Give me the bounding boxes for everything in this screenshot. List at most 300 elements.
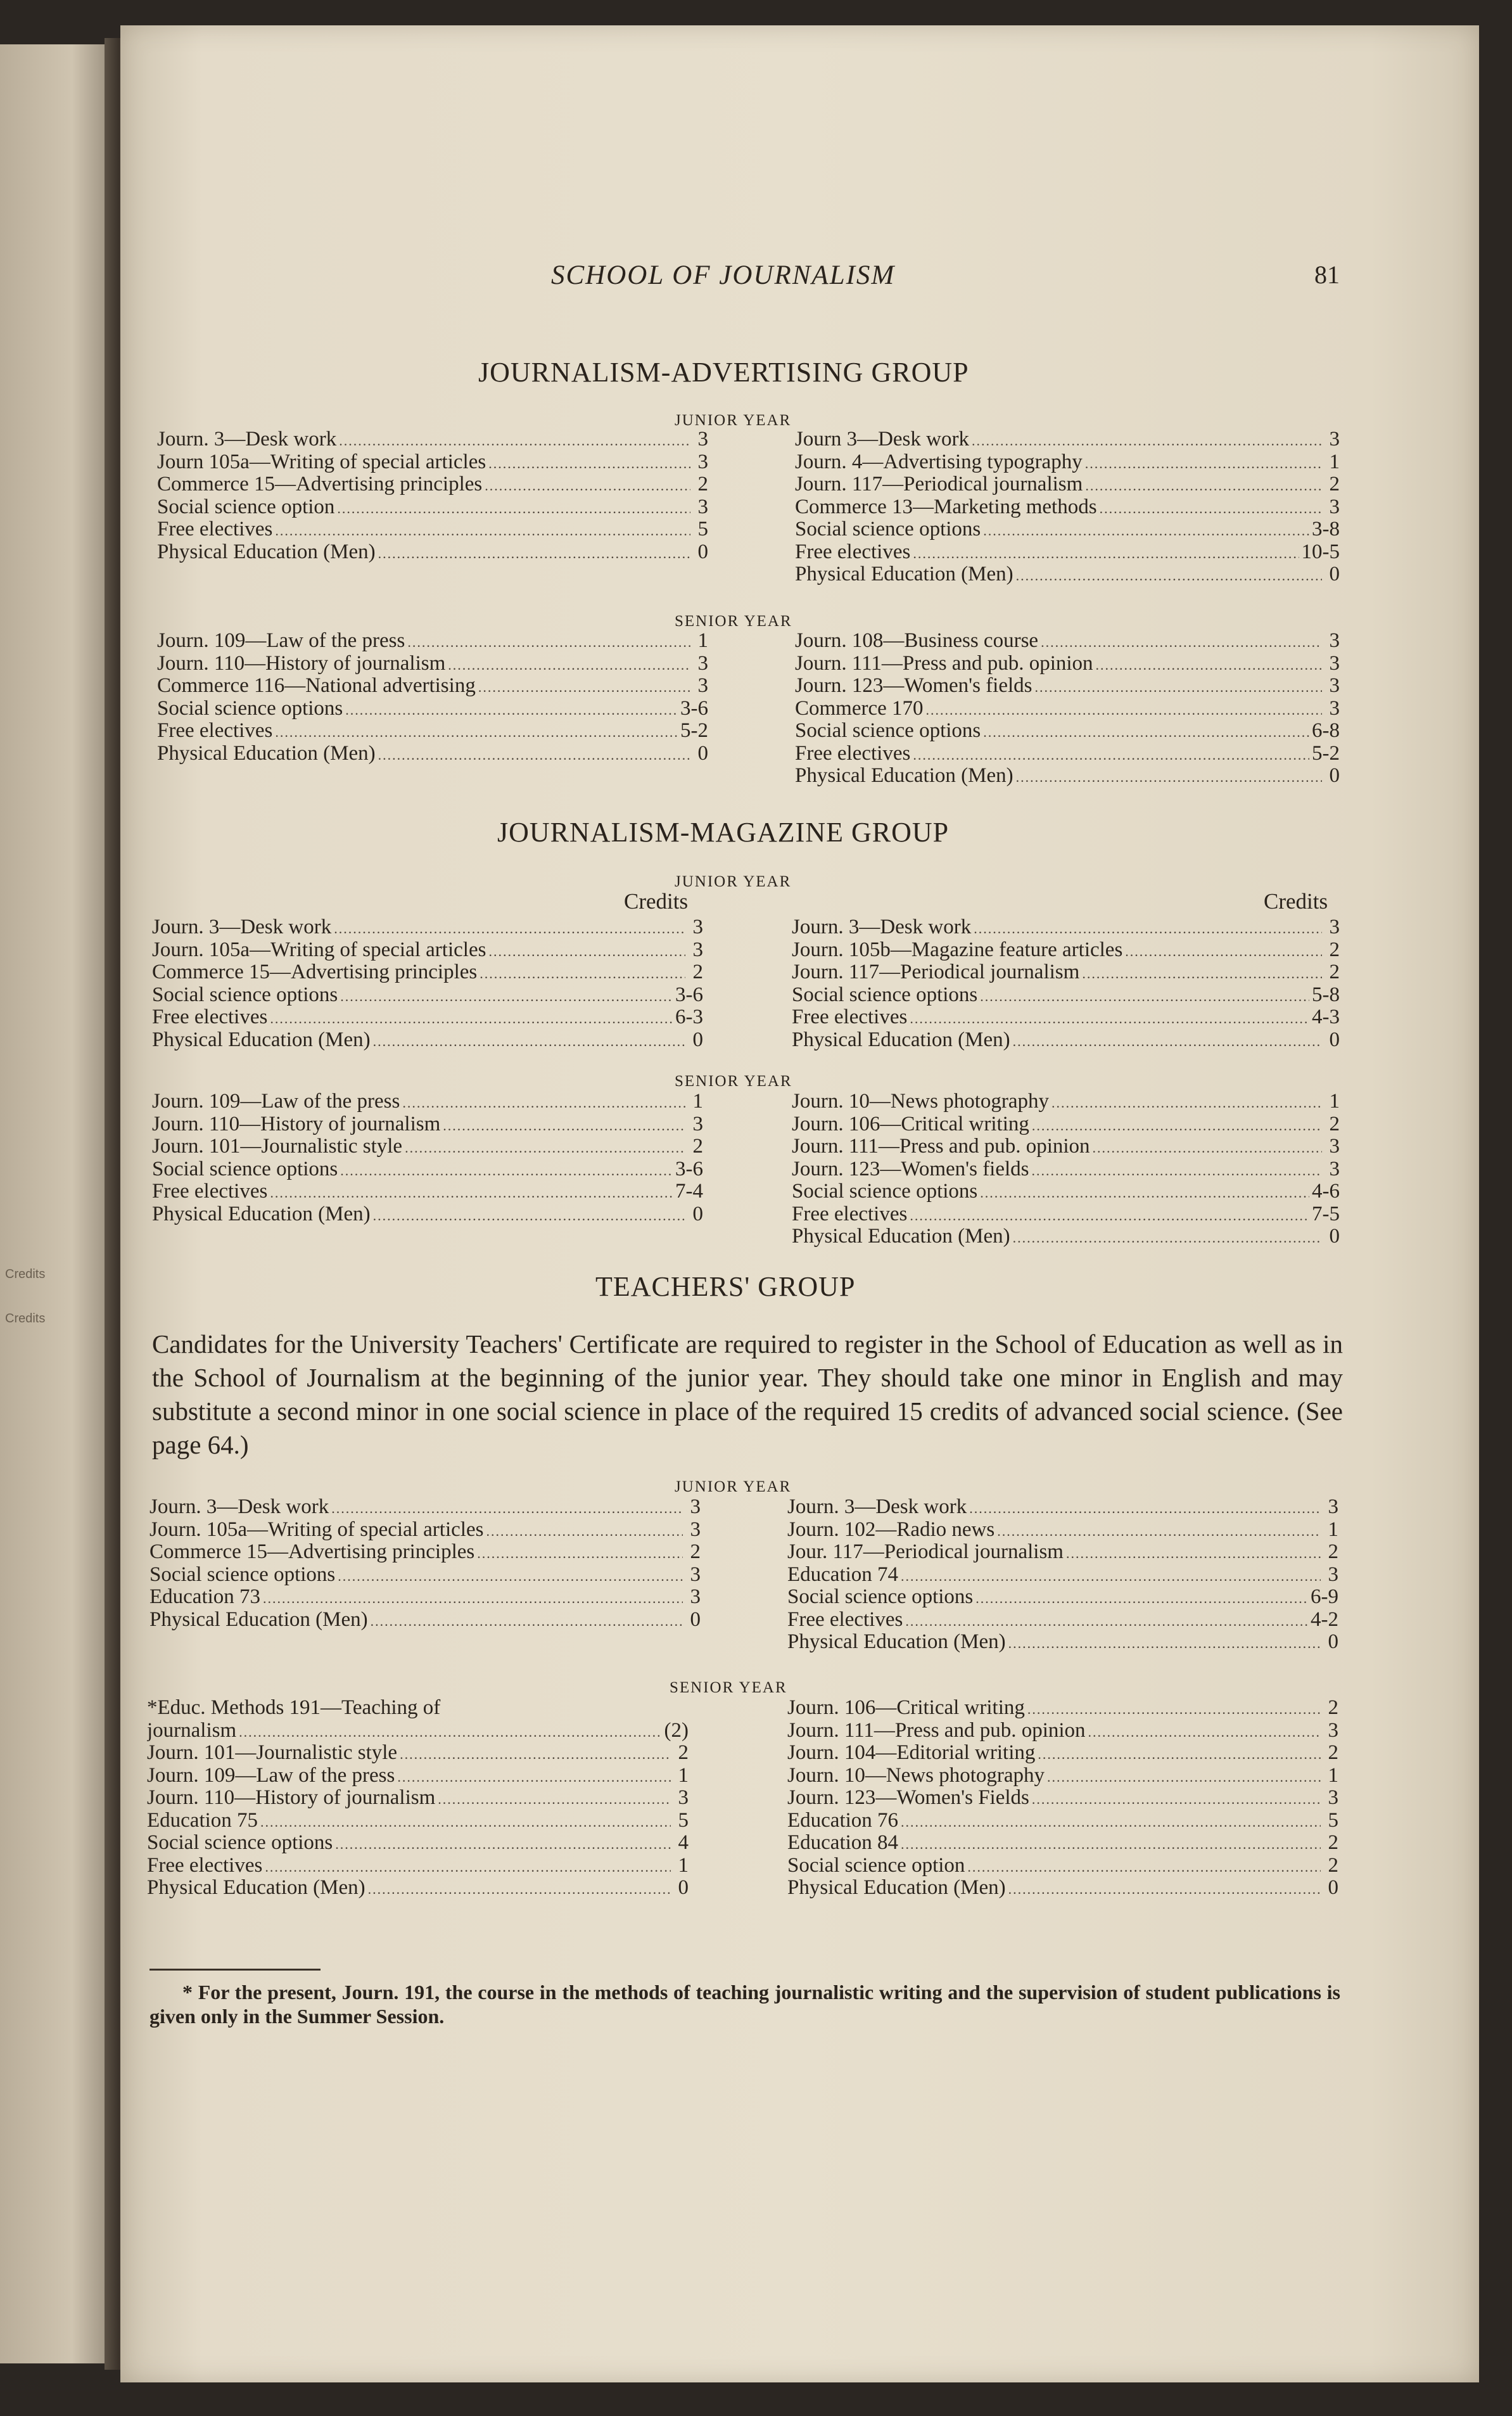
credit-value: 3 xyxy=(690,1585,701,1608)
course-row xyxy=(792,1006,1340,1028)
dot-leader xyxy=(373,1208,685,1224)
dot-leader xyxy=(1032,1118,1322,1134)
credit-value: 3 xyxy=(697,651,708,674)
dot-leader xyxy=(345,702,678,719)
course-row xyxy=(787,1563,1338,1586)
dot-leader xyxy=(997,1523,1321,1540)
course-name: Free electives xyxy=(147,1853,263,1876)
dot-leader xyxy=(270,1185,673,1201)
dot-leader xyxy=(901,1814,1321,1831)
course-name: Journ. 102—Radio news xyxy=(787,1518,995,1540)
credit-value: 5 xyxy=(697,518,708,540)
course-row xyxy=(792,938,1340,961)
course-name: Education 76 xyxy=(787,1808,899,1831)
credit-value: 5-2 xyxy=(1312,741,1340,764)
course-row xyxy=(792,1028,1340,1051)
credit-value: 5-2 xyxy=(680,719,708,742)
running-title: SCHOOL OF JOURNALISM xyxy=(551,260,896,290)
course-row xyxy=(149,1495,701,1518)
year-label: JUNIOR YEAR xyxy=(675,1478,792,1495)
dot-leader xyxy=(1047,1769,1321,1786)
footnote: * For the present, Journ. 191, the course in the methods of teaching journalistic writing and the supervision of student publications is given only in the Summer Session. xyxy=(149,1981,1340,2028)
dot-leader xyxy=(980,988,1309,1005)
course-name: Free electives xyxy=(795,741,911,764)
course-name: Journ 3—Desk work xyxy=(795,428,969,451)
course-row xyxy=(152,961,703,983)
dot-leader xyxy=(969,1500,1321,1517)
year-label: JUNIOR YEAR xyxy=(675,873,792,890)
course-name: Journ. 123—Women's fields xyxy=(792,1157,1029,1180)
credit-value: 3 xyxy=(1328,1563,1338,1585)
credit-value: 7-4 xyxy=(675,1180,703,1203)
course-name: Journ. 3—Desk work xyxy=(149,1495,329,1518)
course-row xyxy=(795,742,1340,765)
course-row xyxy=(147,1786,689,1809)
credit-value: 2 xyxy=(1329,938,1340,961)
course-row xyxy=(792,916,1340,938)
course-name: Social science option xyxy=(157,495,335,518)
course-name: Journ. 111—Press and pub. opinion xyxy=(792,1135,1090,1158)
dot-leader xyxy=(334,921,685,937)
course-row xyxy=(152,1006,703,1028)
dot-leader xyxy=(488,456,690,472)
course-name: *Educ. Methods 191—Teaching of xyxy=(147,1696,441,1719)
dot-leader xyxy=(339,433,690,449)
credit-value: 0 xyxy=(690,1607,701,1630)
course-row xyxy=(157,540,708,563)
dot-leader xyxy=(239,1724,661,1741)
course-row xyxy=(147,1719,689,1742)
dot-leader xyxy=(486,1523,683,1540)
credit-value: 3 xyxy=(1329,1135,1340,1158)
course-row xyxy=(157,428,708,451)
section-title: JOURNALISM-MAGAZINE GROUP xyxy=(497,817,950,848)
course-name: Education 75 xyxy=(147,1808,258,1831)
course-name: Social science options xyxy=(795,518,981,540)
dot-leader xyxy=(1008,1635,1321,1652)
credit-value: 6-3 xyxy=(675,1006,703,1028)
course-row xyxy=(149,1540,701,1563)
course-row xyxy=(152,1113,703,1135)
course-row xyxy=(157,495,708,518)
course-name: Social science options xyxy=(147,1831,333,1854)
year-label: SENIOR YEAR xyxy=(675,1073,792,1090)
credit-value: 3 xyxy=(1329,651,1340,674)
course-name: Social science options xyxy=(792,983,978,1006)
course-list xyxy=(157,629,708,764)
course-row xyxy=(157,629,708,652)
credit-value: 3 xyxy=(697,495,708,518)
course-row xyxy=(147,1741,689,1764)
course-row xyxy=(152,1090,703,1113)
credit-value: 3-8 xyxy=(1312,518,1340,540)
credit-value: 3-6 xyxy=(675,983,703,1006)
course-name: journalism xyxy=(147,1718,237,1741)
credit-value: 3-6 xyxy=(675,1157,703,1180)
dot-leader xyxy=(1008,1881,1321,1898)
dot-leader xyxy=(913,747,1309,764)
credit-value: 0 xyxy=(1329,1028,1340,1051)
course-row xyxy=(787,1876,1338,1899)
credit-value: 4 xyxy=(678,1831,689,1854)
course-name: Journ. 108—Business course xyxy=(795,629,1039,652)
credit-value: 3 xyxy=(1329,428,1340,451)
course-name: Journ. 109—Law of the press xyxy=(157,629,405,652)
credit-value: 2 xyxy=(1329,473,1340,495)
course-name: Journ. 105b—Magazine feature articles xyxy=(792,938,1123,961)
year-label: JUNIOR YEAR xyxy=(675,412,792,429)
course-name: Education 74 xyxy=(787,1563,899,1585)
course-row xyxy=(787,1518,1338,1541)
dot-leader xyxy=(1041,634,1322,651)
dot-leader xyxy=(331,1500,683,1517)
dot-leader xyxy=(1027,1701,1321,1718)
credit-value: 0 xyxy=(678,1876,689,1899)
course-name: Free electives xyxy=(157,518,273,540)
dot-leader xyxy=(901,1836,1321,1853)
course-row xyxy=(787,1809,1338,1832)
course-name: Free electives xyxy=(787,1607,903,1630)
dot-leader xyxy=(397,1769,671,1786)
dot-leader xyxy=(972,433,1322,449)
dot-leader xyxy=(1066,1545,1321,1562)
course-row xyxy=(792,1203,1340,1225)
course-row xyxy=(787,1719,1338,1742)
dot-leader xyxy=(983,724,1309,741)
course-name: Journ. 111—Press and pub. opinion xyxy=(795,651,1093,674)
course-name: Commerce 15—Advertising principles xyxy=(152,961,478,983)
course-name: Social science options xyxy=(157,696,343,719)
dot-leader xyxy=(1016,769,1322,786)
course-name: Journ. 110—History of journalism xyxy=(157,651,446,674)
course-row xyxy=(149,1608,701,1631)
dot-leader xyxy=(270,1011,673,1027)
course-name: Journ. 101—Journalistic style xyxy=(152,1135,403,1158)
course-row xyxy=(787,1630,1338,1653)
left-page-edge xyxy=(0,44,120,2363)
course-name: Physical Education (Men) xyxy=(152,1202,371,1225)
course-name: Physical Education (Men) xyxy=(157,741,376,764)
course-row xyxy=(152,938,703,961)
dot-leader xyxy=(1096,657,1322,674)
dot-leader xyxy=(983,523,1309,539)
credit-value: 1 xyxy=(1328,1518,1338,1540)
course-row xyxy=(152,1203,703,1225)
dot-leader xyxy=(443,1118,685,1134)
course-name: Free electives xyxy=(152,1180,268,1203)
course-row xyxy=(149,1563,701,1586)
course-row xyxy=(792,1225,1340,1248)
left-page-fragment: Credits xyxy=(5,1267,46,1281)
course-name: Physical Education (Men) xyxy=(152,1028,371,1051)
dot-leader xyxy=(910,1208,1309,1224)
course-name: Journ. 106—Critical writing xyxy=(792,1112,1029,1135)
credit-value: 5-8 xyxy=(1312,983,1340,1006)
credit-value: 2 xyxy=(1328,1540,1338,1563)
course-name: Journ. 10—News photography xyxy=(792,1090,1050,1113)
course-row xyxy=(795,764,1340,787)
course-name: Jour. 117—Periodical journalism xyxy=(787,1540,1064,1563)
credit-value: 3 xyxy=(697,450,708,473)
course-name: Free electives xyxy=(157,719,273,742)
course-name: Journ. 110—History of journalism xyxy=(147,1786,436,1809)
dot-leader xyxy=(1032,1163,1322,1179)
dot-leader xyxy=(448,657,690,674)
section-title: TEACHERS' GROUP xyxy=(595,1271,856,1302)
course-name: Social science options xyxy=(795,719,981,742)
course-name: Commerce 15—Advertising principles xyxy=(149,1540,475,1563)
dot-leader xyxy=(338,1568,683,1585)
course-row xyxy=(795,428,1340,451)
course-row xyxy=(787,1608,1338,1631)
credit-value: 0 xyxy=(1329,1225,1340,1248)
dot-leader xyxy=(1100,501,1322,517)
credit-value: 3 xyxy=(1329,674,1340,697)
course-row xyxy=(792,1090,1340,1113)
course-list xyxy=(792,1090,1340,1248)
course-name: Physical Education (Men) xyxy=(787,1876,1006,1899)
dot-leader xyxy=(1038,1746,1321,1763)
dot-leader xyxy=(368,1881,671,1898)
dot-leader xyxy=(480,966,685,982)
credit-value: 3 xyxy=(1328,1495,1338,1518)
course-name: Journ. 105a—Writing of special articles xyxy=(152,938,486,961)
course-row xyxy=(795,518,1340,540)
credit-value: 3 xyxy=(1329,1157,1340,1180)
credits-header: Credits xyxy=(1264,889,1328,914)
page-number: 81 xyxy=(1314,260,1340,289)
course-name: Journ. 123—Women's Fields xyxy=(787,1786,1029,1809)
dot-leader xyxy=(407,634,690,651)
course-row xyxy=(795,652,1340,675)
dot-leader xyxy=(910,1011,1309,1027)
course-name: Physical Education (Men) xyxy=(792,1225,1010,1248)
credit-value: 3 xyxy=(678,1786,689,1809)
dot-leader xyxy=(905,1613,1308,1630)
dot-leader xyxy=(438,1791,671,1808)
credit-value: 3 xyxy=(690,1518,701,1540)
course-list xyxy=(147,1696,689,1899)
course-name: Journ. 109—Law of the press xyxy=(147,1763,395,1786)
section-title: JOURNALISM-ADVERTISING GROUP xyxy=(478,357,969,388)
credit-value: 5 xyxy=(1328,1808,1338,1831)
course-name: Social science options xyxy=(792,1180,978,1203)
course-name: Journ. 109—Law of the press xyxy=(152,1090,400,1113)
course-list xyxy=(795,629,1340,787)
credit-value: 1 xyxy=(1328,1763,1338,1786)
credit-value: 3-6 xyxy=(680,696,708,719)
course-name: Free electives xyxy=(795,540,911,563)
credit-value: 2 xyxy=(692,1135,703,1158)
credit-value: 2 xyxy=(690,1540,701,1563)
dot-leader xyxy=(373,1033,685,1050)
course-row xyxy=(792,1158,1340,1180)
course-row xyxy=(787,1831,1338,1854)
course-name: Journ. 117—Periodical journalism xyxy=(795,473,1083,495)
dot-leader xyxy=(926,702,1322,719)
credit-value: 3 xyxy=(1328,1718,1338,1741)
dot-leader xyxy=(1085,456,1322,472)
course-name: Physical Education (Men) xyxy=(795,764,1013,787)
dot-leader xyxy=(335,1836,671,1853)
credit-value: 2 xyxy=(1328,1741,1338,1764)
course-list xyxy=(149,1495,701,1630)
course-row xyxy=(152,1180,703,1203)
dot-leader xyxy=(1032,1791,1321,1808)
course-name: Education 73 xyxy=(149,1585,261,1608)
credit-value: 0 xyxy=(1328,1630,1338,1653)
credit-value: 3 xyxy=(1329,696,1340,719)
course-row xyxy=(149,1518,701,1541)
course-name: Physical Education (Men) xyxy=(157,540,376,563)
dot-leader xyxy=(340,1163,673,1179)
course-list xyxy=(787,1696,1338,1899)
course-row xyxy=(157,674,708,697)
dot-leader xyxy=(913,546,1299,562)
course-row xyxy=(157,451,708,473)
left-page-fragment: Credits xyxy=(5,1312,46,1326)
course-row xyxy=(147,1764,689,1787)
course-name: Commerce 13—Marketing methods xyxy=(795,495,1097,518)
course-row xyxy=(795,697,1340,720)
dot-leader xyxy=(337,501,690,517)
credit-value: 1 xyxy=(678,1763,689,1786)
course-row xyxy=(147,1876,689,1899)
year-label: SENIOR YEAR xyxy=(675,613,792,630)
course-name: Journ. 110—History of journalism xyxy=(152,1112,441,1135)
credit-value: 0 xyxy=(1329,764,1340,787)
dot-leader xyxy=(275,523,690,539)
credit-value: 3 xyxy=(1329,629,1340,652)
credit-value: 1 xyxy=(1329,1090,1340,1113)
course-name: Free electives xyxy=(792,1006,908,1028)
course-row xyxy=(795,451,1340,473)
course-name: Journ. 106—Critical writing xyxy=(787,1696,1025,1719)
credit-value: 3 xyxy=(1329,916,1340,938)
course-name: Journ. 117—Periodical journalism xyxy=(792,961,1080,983)
course-name: Journ 105a—Writing of special articles xyxy=(157,450,486,473)
course-row xyxy=(787,1696,1338,1719)
course-row xyxy=(787,1495,1338,1518)
credit-value: 0 xyxy=(1329,563,1340,585)
credit-value: 7-5 xyxy=(1312,1202,1340,1225)
dot-leader xyxy=(340,988,673,1005)
course-row xyxy=(795,473,1340,495)
dot-leader xyxy=(477,1545,683,1562)
course-name: Social science options xyxy=(149,1563,336,1585)
dot-leader xyxy=(260,1814,671,1831)
dot-leader xyxy=(980,1185,1309,1201)
dot-leader xyxy=(1013,1230,1322,1246)
course-name: Education 84 xyxy=(787,1831,899,1854)
dot-leader xyxy=(488,943,685,960)
dot-leader xyxy=(402,1095,685,1111)
credit-value: 5 xyxy=(678,1808,689,1831)
credit-value: 3 xyxy=(692,938,703,961)
course-name: Free electives xyxy=(152,1006,268,1028)
dot-leader xyxy=(1035,679,1322,696)
course-row xyxy=(792,1135,1340,1158)
course-name: Commerce 15—Advertising principles xyxy=(157,473,483,495)
dot-leader xyxy=(1013,1033,1322,1050)
footnote-rule xyxy=(149,1969,321,1971)
credit-value: 3 xyxy=(697,428,708,451)
course-row xyxy=(147,1831,689,1854)
credit-value: 4-6 xyxy=(1312,1180,1340,1203)
course-row xyxy=(787,1786,1338,1809)
dot-leader xyxy=(378,546,690,562)
course-row xyxy=(787,1585,1338,1608)
credit-value: (2) xyxy=(664,1718,689,1741)
credit-value: 6-8 xyxy=(1312,719,1340,742)
course-name: Social science options xyxy=(152,1157,338,1180)
course-name: Free electives xyxy=(792,1202,908,1225)
course-row xyxy=(152,1028,703,1051)
credit-value: 0 xyxy=(692,1028,703,1051)
course-list xyxy=(792,916,1340,1051)
dot-leader xyxy=(1016,568,1322,584)
dot-leader xyxy=(405,1140,685,1156)
credit-value: 2 xyxy=(1329,1112,1340,1135)
credit-value: 3 xyxy=(690,1563,701,1585)
course-name: Journ. 3—Desk work xyxy=(157,428,337,451)
dot-leader xyxy=(967,1859,1321,1876)
course-row xyxy=(792,961,1340,983)
dot-leader xyxy=(378,747,690,764)
credit-value: 6-9 xyxy=(1311,1585,1338,1608)
course-list xyxy=(795,428,1340,585)
course-row xyxy=(147,1854,689,1877)
course-row xyxy=(157,719,708,742)
credit-value: 2 xyxy=(1328,1696,1338,1719)
course-list xyxy=(157,428,708,563)
credit-value: 10-5 xyxy=(1301,540,1340,563)
credit-value: 4-2 xyxy=(1311,1607,1338,1630)
course-name: Journ. 101—Journalistic style xyxy=(147,1741,398,1764)
dot-leader xyxy=(263,1590,683,1607)
dot-leader xyxy=(485,478,690,494)
course-name: Physical Education (Men) xyxy=(787,1630,1006,1653)
course-list xyxy=(787,1495,1338,1653)
course-name: Journ. 10—News photography xyxy=(787,1763,1045,1786)
credit-value: 2 xyxy=(1329,961,1340,983)
course-row xyxy=(152,1135,703,1158)
year-label: SENIOR YEAR xyxy=(670,1679,787,1696)
course-row xyxy=(147,1809,689,1832)
credit-value: 2 xyxy=(697,473,708,495)
credit-value: 0 xyxy=(692,1202,703,1225)
course-name: Commerce 170 xyxy=(795,696,924,719)
course-name: Commerce 116—National advertising xyxy=(157,674,476,697)
dot-leader xyxy=(1085,478,1322,494)
course-name: Journ. 3—Desk work xyxy=(152,916,332,938)
course-list xyxy=(152,916,703,1051)
course-row xyxy=(792,1113,1340,1135)
dot-leader xyxy=(371,1613,683,1630)
course-row xyxy=(152,1158,703,1180)
course-row xyxy=(795,719,1340,742)
course-name: Journ. 105a—Writing of special articles xyxy=(149,1518,484,1540)
credits-header: Credits xyxy=(624,889,689,914)
course-row xyxy=(795,540,1340,563)
credit-value: 2 xyxy=(692,961,703,983)
dot-leader xyxy=(1051,1095,1322,1111)
course-row xyxy=(795,563,1340,585)
course-row xyxy=(152,916,703,938)
course-row xyxy=(152,983,703,1006)
credit-value: 1 xyxy=(678,1853,689,1876)
course-row xyxy=(795,495,1340,518)
